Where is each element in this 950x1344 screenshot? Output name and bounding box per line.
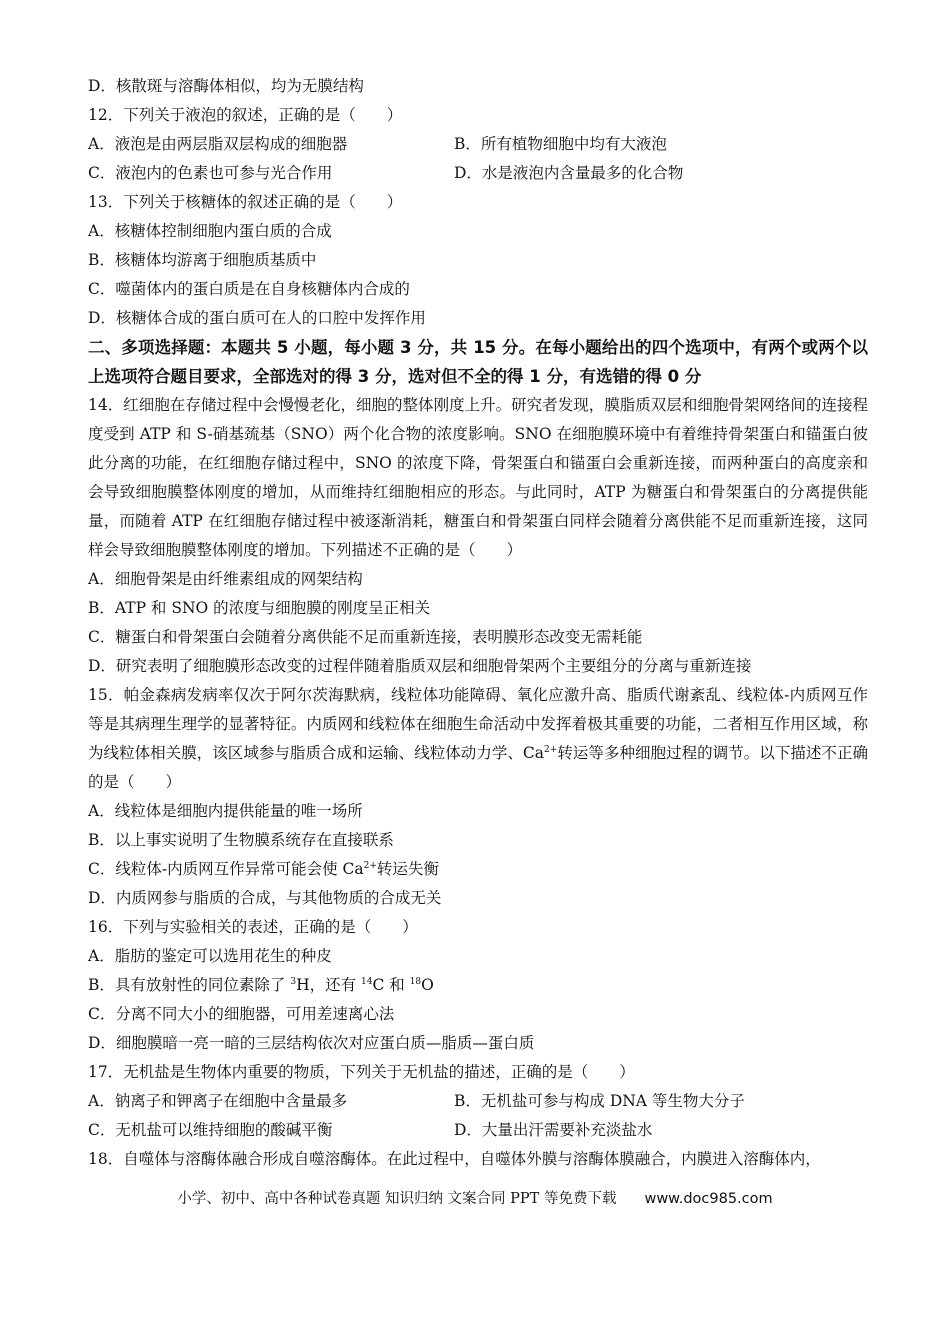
q12-option-b: B．所有植物细胞中均有大液泡 xyxy=(454,135,667,153)
q16-option-b-part-2: H，还有 xyxy=(296,976,362,994)
q12-option-d: D．水是液泡内含量最多的化合物 xyxy=(454,164,684,182)
q11-option-d: D．核散斑与溶酶体相似，均为无膜结构 xyxy=(88,77,364,95)
q15-stem-superscript: 2+ xyxy=(544,745,558,755)
q15-stem-part-1: 15．帕金森病发病率仅次于阿尔茨海默病，线粒体功能障碍、氧化应激升高、脂质代谢紊乱、线粒体-内质网互作等是其病理生理学的显著特征。内质网和线粒体在细胞生命活动中发挥着极其重要的功能，二者相互作用区域，称为线粒体相关膜，该区域参与脂质合成和运输、线粒体动力学、Ca xyxy=(88,686,868,762)
page-footer xyxy=(0,1188,950,1210)
q14-option-d: D．研究表明了细胞膜形态改变的过程伴随着脂质双层和细胞骨架两个主要组分的分离与重新连接 xyxy=(88,657,752,675)
q16-option-b-sup-3: 18 xyxy=(409,977,422,987)
q12-stem: 12．下列关于液泡的叙述，正确的是（ ） xyxy=(88,106,403,124)
q17-stem: 17．无机盐是生物体内重要的物质，下列关于无机盐的描述，正确的是（ ） xyxy=(88,1063,635,1081)
q17-option-c: C．无机盐可以维持细胞的酸碱平衡 xyxy=(88,1121,333,1139)
q17-options-row-2 xyxy=(88,1116,868,1145)
q14-option-c: C．糖蛋白和骨架蛋白会随着分离供能不足而重新连接，表明膜形态改变无需耗能 xyxy=(88,628,643,646)
q15-option-d: D．内质网参与脂质的合成，与其他物质的合成无关 xyxy=(88,889,442,907)
q12-option-a: A．液泡是由两层脂双层构成的细胞器 xyxy=(88,135,348,153)
section-2-header: 二、多项选择题：本题共 5 小题，每小题 3 分，共 15 分。在每小题给出的四个选项中，有两个或两个以上选项符合题目要求，全部选对的得 3 分，选对但不全的得 1 分，有选错的得 0 分 xyxy=(88,338,868,386)
q15-option-c-superscript: 2+ xyxy=(363,861,377,871)
footer-url[interactable]: www.doc985.com xyxy=(644,1191,773,1207)
q13-option-a: A．核糖体控制细胞内蛋白质的合成 xyxy=(88,222,332,240)
q18-stem: 18．自噬体与溶酶体融合形成自噬溶酶体。在此过程中，自噬体外膜与溶酶体膜融合，内膜进入溶酶体内， xyxy=(88,1150,821,1168)
q16-option-b-part-1: B．具有放射性的同位素除了 xyxy=(88,976,291,994)
q16-option-a: A．脂肪的鉴定可以选用花生的种皮 xyxy=(88,947,332,965)
q16-option-b-sup-2: 14 xyxy=(361,977,373,987)
q13-stem: 13．下列关于核糖体的叙述正确的是（ ） xyxy=(88,193,403,211)
q12-options-row-1 xyxy=(88,130,868,159)
exam-content xyxy=(88,72,868,1174)
q13-option-c: C．噬菌体内的蛋白质是在自身核糖体内合成的 xyxy=(88,280,410,298)
q16-option-c: C．分离不同大小的细胞器，可用差速离心法 xyxy=(88,1005,395,1023)
q16-option-b-sup-1: 3 xyxy=(290,977,297,987)
q12-options-row-2 xyxy=(88,159,868,188)
q13-option-d: D．核糖体合成的蛋白质可在人的口腔中发挥作用 xyxy=(88,309,426,327)
q16-option-d: D．细胞膜暗一亮一暗的三层结构依次对应蛋白质—脂质—蛋白质 xyxy=(88,1034,535,1052)
q14-option-b: B．ATP 和 SNO 的浓度与细胞膜的刚度呈正相关 xyxy=(88,599,431,617)
footer-text: 小学、初中、高中各种试卷真题 知识归纳 文案合同 PPT 等免费下载 xyxy=(177,1191,617,1207)
q12-option-c: C．液泡内的色素也可参与光合作用 xyxy=(88,164,333,182)
q14-option-a: A．细胞骨架是由纤维素组成的网架结构 xyxy=(88,570,363,588)
q14-stem: 14．红细胞在存储过程中会慢慢老化，细胞的整体刚度上升。研究者发现，膜脂质双层和细胞骨架网络间的连接程度受到 ATP 和 S-硝基巯基（SNO）两个化合物的浓度影响。SNO 在细胞膜环境中有着维持骨架蛋白和锚蛋白彼此分离的功能，在红细胞存储过程中，SNO 的浓度下降，骨架蛋白和锚蛋白会重新连接，而两种蛋白的高度亲和会导致细胞膜整体刚度的增加，从而维持红细胞相应的形态。与此同时，ATP 为糖蛋白和骨架蛋白的分离提供能量，而随着 ATP 在红细胞存储过程中被逐渐消耗，糖蛋白和骨架蛋白同样会随着分离供能不足而重新连接，这同样会导致细胞膜整体刚度的增加。下列描述不正确的是（ ） xyxy=(88,396,868,559)
q17-option-b: B．无机盐可参与构成 DNA 等生物大分子 xyxy=(454,1092,745,1110)
q15-stem-part-2: 转运等多种细胞过程的调节。以下描述不正确的是（ ） xyxy=(88,744,868,791)
q16-stem: 16．下列与实验相关的表述，正确的是（ ） xyxy=(88,918,418,936)
q16-option-b xyxy=(88,971,868,1000)
q16-option-b-part-3: C 和 xyxy=(372,976,410,994)
q17-options-row-1 xyxy=(88,1087,868,1116)
q15-option-b: B．以上事实说明了生物膜系统存在直接联系 xyxy=(88,831,394,849)
q15-option-a: A．线粒体是细胞内提供能量的唯一场所 xyxy=(88,802,363,820)
q15-option-c xyxy=(88,855,868,884)
q17-option-a: A．钠离子和钾离子在细胞中含量最多 xyxy=(88,1092,348,1110)
q16-option-b-part-4: O xyxy=(421,976,434,994)
q15-option-c-part-2: 转运失衡 xyxy=(376,860,439,878)
q15-option-c-part-1: C．线粒体-内质网互作异常可能会使 Ca xyxy=(88,860,364,878)
q15-stem xyxy=(88,681,868,797)
q17-option-d: D．大量出汗需要补充淡盐水 xyxy=(454,1121,653,1139)
q13-option-b: B．核糖体均游离于细胞质基质中 xyxy=(88,251,317,269)
